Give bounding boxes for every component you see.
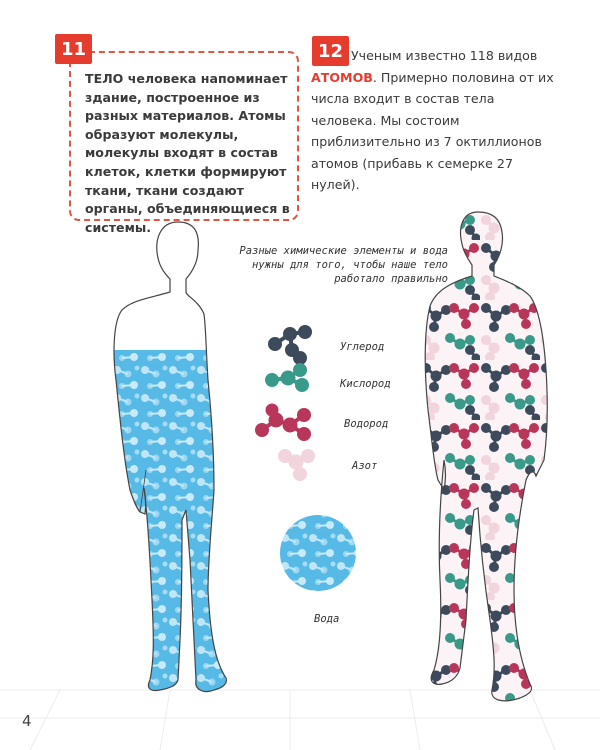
section-11-text: ТЕЛО человека напоминает здание, построенное из разных материалов. Атомы образуют молекулы, молекулы входят в состав клеток, клетки формируют ткани, ткани создают органы, объединяющиеся в системы. — [85, 71, 290, 235]
water-label: Вода — [314, 613, 340, 625]
legend-label-carbon: Углерод — [340, 341, 385, 353]
carbon-molecule-icon — [270, 327, 310, 363]
section-12-badge: 12 — [312, 36, 349, 66]
oxygen-molecule-icon — [267, 365, 307, 390]
legend-label-hydrogen: Водород — [344, 418, 389, 430]
elements-caption: Разные химические элементы и вода нужны для того, чтобы наше тело работало правильно — [239, 245, 448, 285]
section-12-text — [311, 45, 561, 196]
water-circle-icon — [280, 515, 356, 591]
hydrogen-molecule-icon — [257, 406, 309, 440]
section-12-text-before: Ученым известно 118 видов — [351, 48, 538, 63]
left-figure — [100, 222, 240, 700]
section-12-text-after: . Примерно половина от их числа входит в состав тела человека. Мы состоим приблизительно из 7 октиллионов атомов (прибавь к семерке 27 нулей). — [311, 69, 554, 192]
atoms-highlight: АТОМОВ — [311, 69, 373, 85]
section-11-badge: 11 — [55, 34, 92, 64]
legend-label-oxygen: Кислород — [340, 378, 391, 390]
nitrogen-molecule-icon — [280, 451, 313, 479]
legend-label-nitrogen: Азот — [352, 460, 378, 472]
page-number: 4 — [22, 712, 32, 730]
